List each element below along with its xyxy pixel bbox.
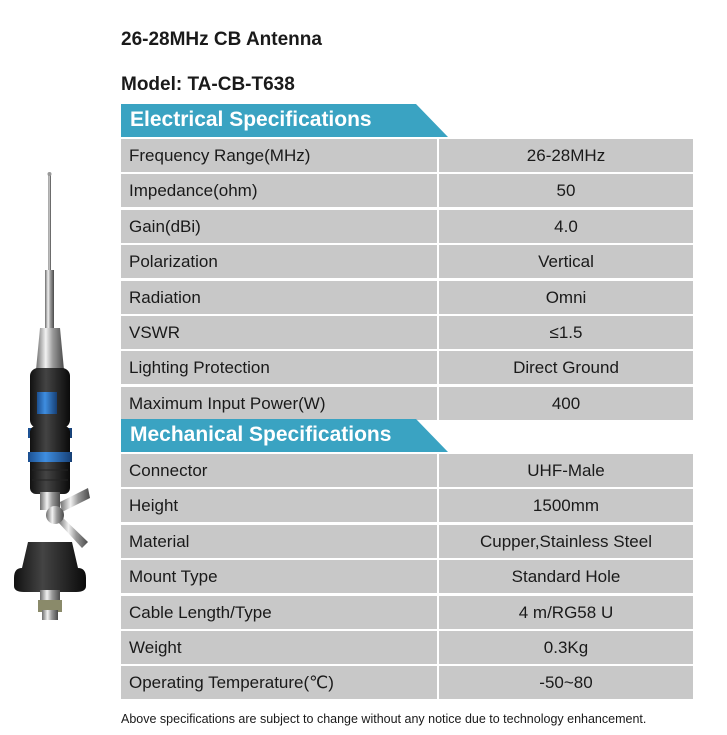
spec-value: Direct Ground	[513, 358, 619, 378]
spec-label: Lighting Protection	[129, 358, 270, 378]
spec-label: Material	[129, 531, 190, 551]
spec-value: 4.0	[554, 216, 578, 236]
table-row	[121, 281, 693, 314]
spec-value: 400	[551, 393, 581, 413]
table-row	[121, 525, 693, 558]
table-row	[121, 316, 693, 349]
table-row	[121, 454, 693, 487]
electrical-specs-table	[121, 139, 693, 422]
electrical-specs-heading: Electrical Specifications	[130, 108, 372, 131]
spec-value: Cupper,Stainless Steel	[480, 531, 652, 551]
spec-label: Radiation	[129, 287, 201, 307]
table-row	[121, 596, 693, 629]
spec-label: Weight	[129, 637, 182, 657]
spec-value: 50	[556, 181, 576, 201]
table-row	[121, 387, 693, 420]
spec-value: 1500mm	[532, 496, 600, 516]
spec-label: Maximum Input Power(W)	[129, 393, 326, 413]
table-row	[121, 210, 693, 243]
spec-label: Polarization	[129, 252, 218, 272]
spec-value: UHF-Male	[527, 461, 605, 480]
spec-value: 0.3Kg	[543, 637, 589, 657]
table-row	[121, 174, 693, 207]
spec-value: ≤1.5	[549, 322, 583, 342]
spec-label: Frequency Range(MHz)	[129, 146, 311, 165]
product-title: 26-28MHz CB Antenna	[121, 29, 322, 50]
spec-label: Height	[129, 496, 179, 516]
table-row	[121, 245, 693, 278]
model-number: Model: TA-CB-T638	[121, 74, 295, 95]
table-row	[121, 631, 693, 664]
spec-value: Omni	[545, 287, 587, 307]
disclaimer-footnote: Above specifications are subject to change without any notice due to technology enhancement.	[121, 712, 647, 726]
spec-label: Cable Length/Type	[129, 602, 272, 622]
spec-value: Vertical	[538, 252, 594, 272]
spec-label: Connector	[129, 461, 208, 480]
spec-value: 4 m/RG58 U	[518, 602, 614, 622]
spec-value: -50~80	[539, 673, 593, 693]
spec-label: VSWR	[129, 322, 180, 342]
table-row	[121, 351, 693, 384]
spec-label: Operating Temperature(℃)	[129, 673, 334, 693]
mechanical-specs-table	[121, 454, 693, 702]
spec-label: Mount Type	[129, 567, 218, 587]
spec-value: 26-28MHz	[526, 146, 606, 165]
mechanical-specs-header	[121, 419, 448, 452]
mechanical-specs-heading: Mechanical Specifications	[130, 423, 392, 446]
spec-label: Impedance(ohm)	[129, 181, 258, 201]
table-row	[121, 560, 693, 593]
table-row	[121, 666, 693, 699]
table-row	[121, 139, 693, 172]
electrical-specs-header	[121, 104, 448, 137]
spec-label: Gain(dBi)	[129, 216, 201, 236]
antenna-product-image	[0, 170, 110, 625]
table-row	[121, 489, 693, 522]
spec-value: Standard Hole	[511, 567, 621, 587]
